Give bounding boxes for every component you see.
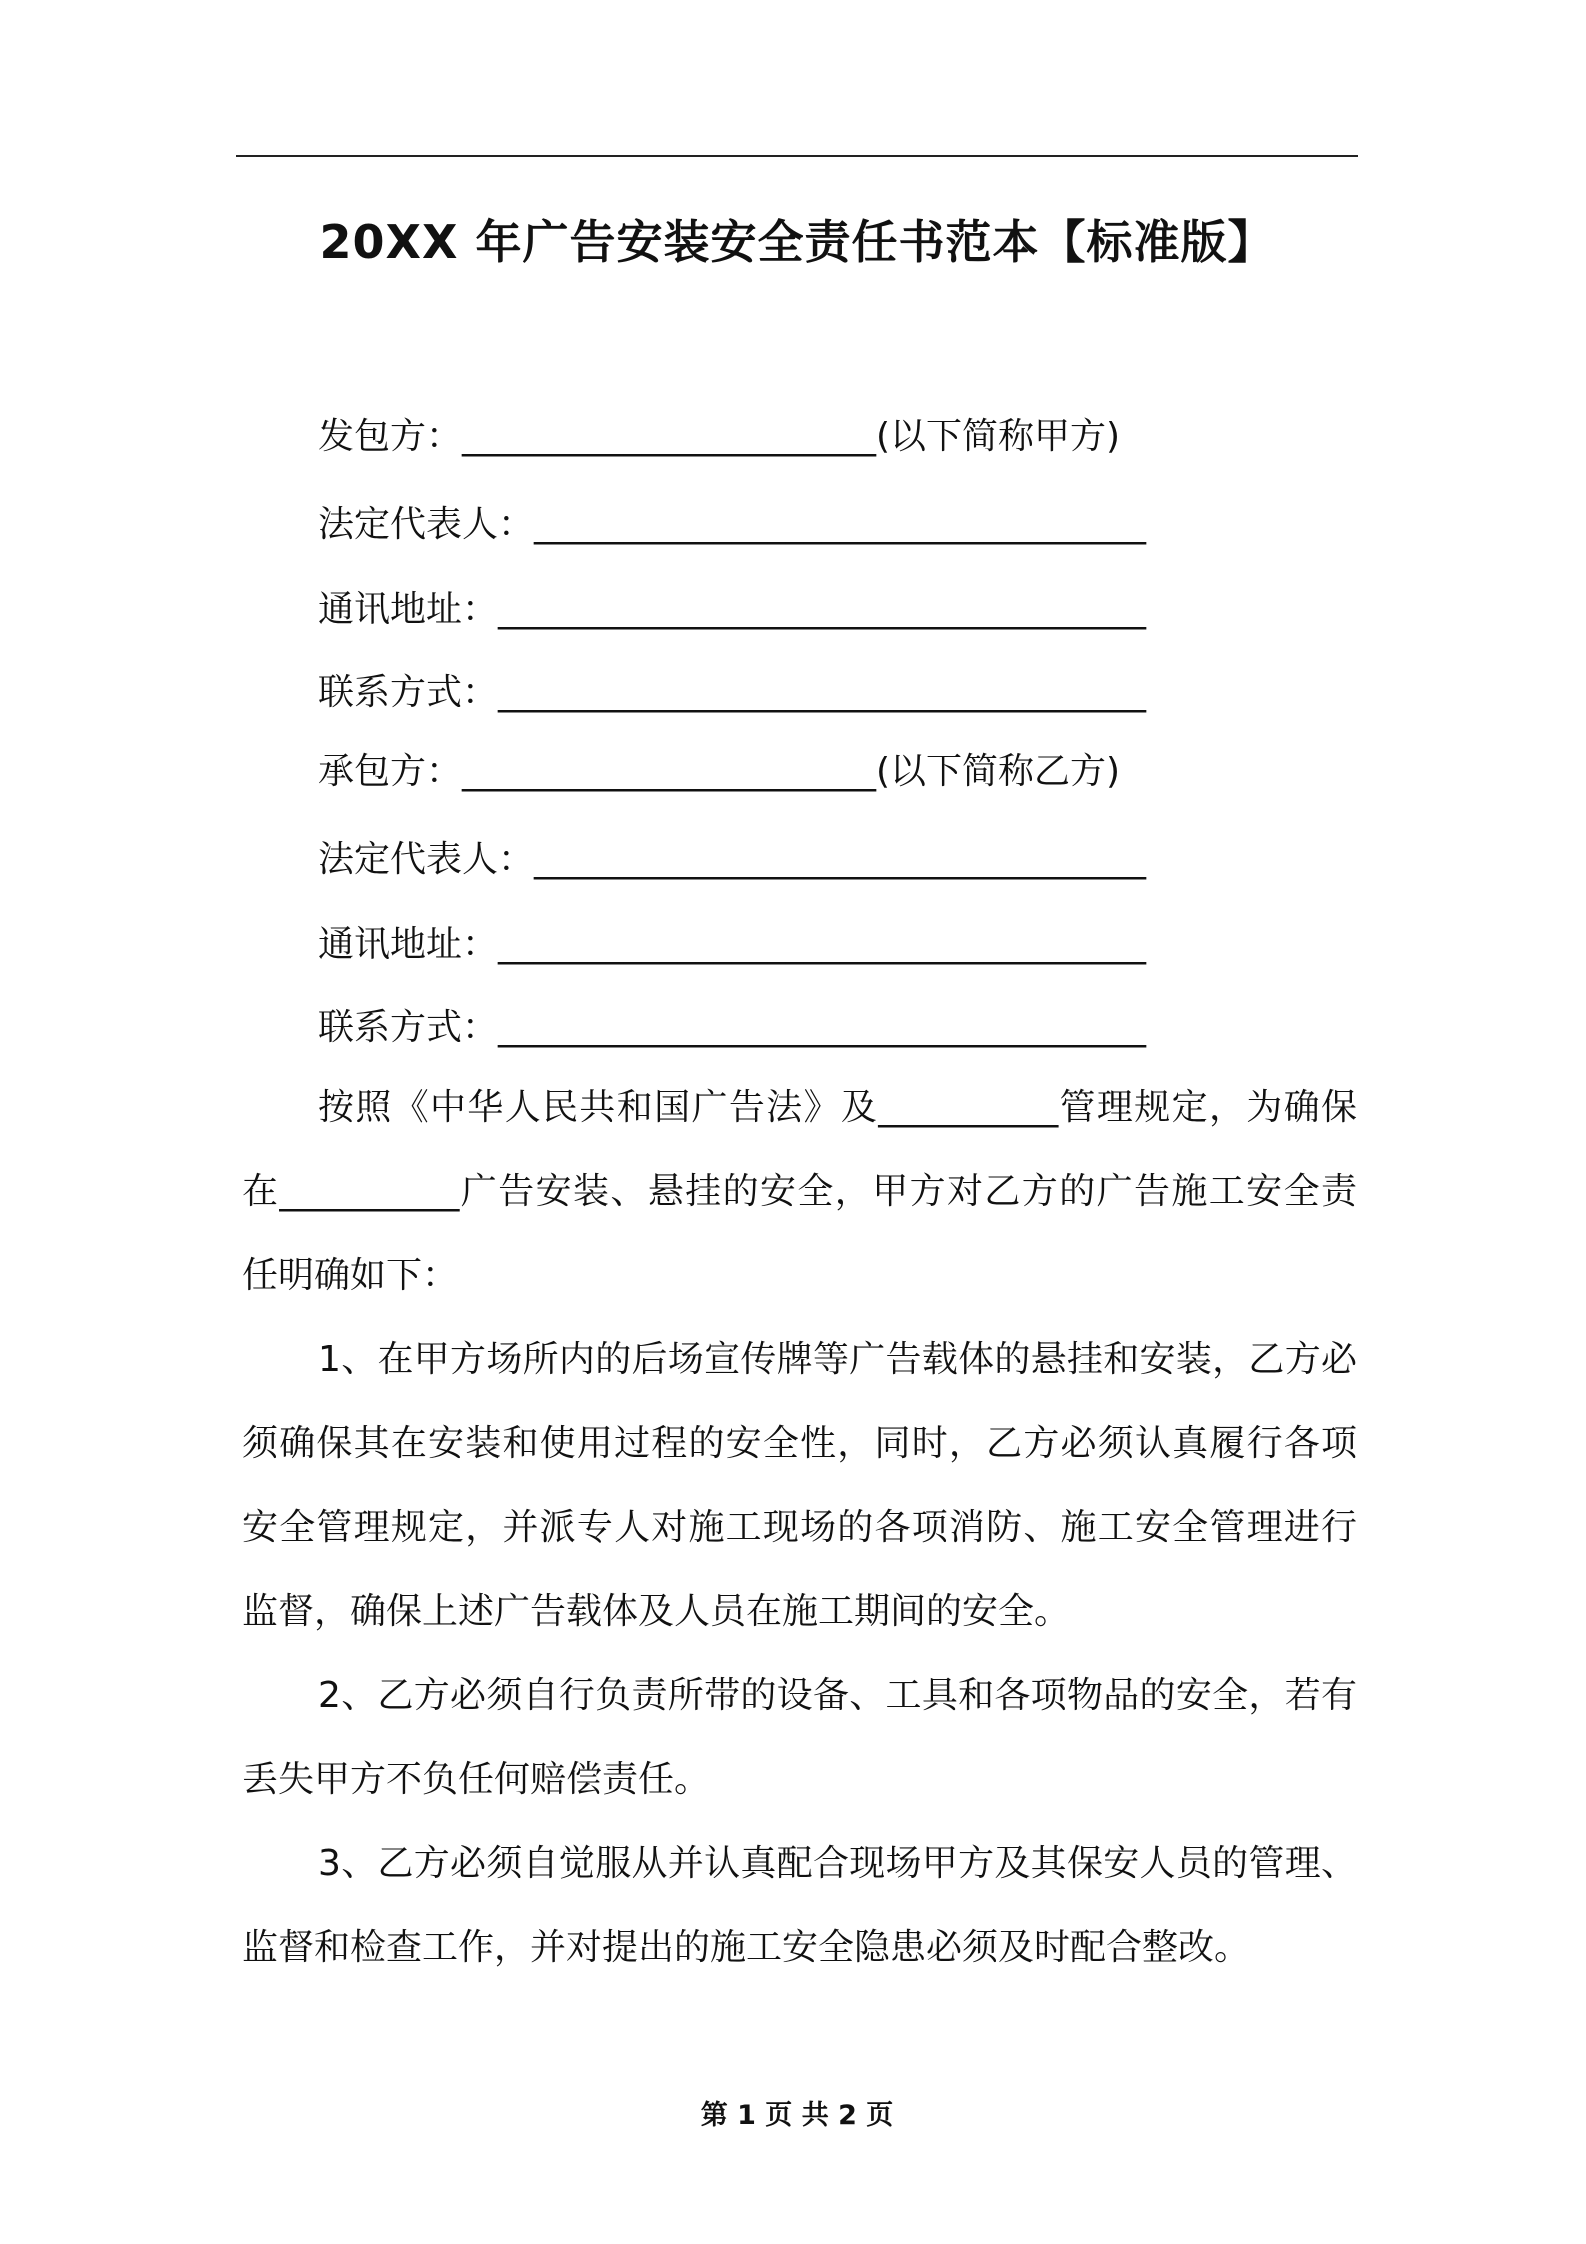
party-b-representative-line: 法定代表人：__________________________________ <box>318 839 1147 880</box>
header-divider <box>236 155 1358 157</box>
party-b-line: 承包方：_______________________(以下简称乙方) <box>318 751 1121 792</box>
document-title: 20XX 年广告安装安全责任书范本【标准版】 <box>319 215 1275 269</box>
party-a-contact-line: 联系方式：____________________________________ <box>318 672 1147 713</box>
party-a-line: 发包方：_______________________(以下简称甲方) <box>318 416 1121 457</box>
page-number: 第 1 页 共 2 页 <box>700 2100 894 2131</box>
party-a-address-line: 通讯地址：____________________________________ <box>318 589 1147 630</box>
intro-paragraph: 按照《中华人民共和国广告法》及__________管理规定，为确保在__________广告安装、悬挂的安全，甲方对乙方的广告施工安全责任明确如下： <box>242 1087 1357 1296</box>
party-b-address-line: 通讯地址：____________________________________ <box>318 924 1147 965</box>
party-a-representative-line: 法定代表人：__________________________________ <box>318 504 1147 545</box>
clause-1: 1、在甲方场所内的后场宣传牌等广告载体的悬挂和安装，乙方必须确保其在安装和使用过程的安全性，同时，乙方必须认真履行各项安全管理规定，并派专人对施工现场的各项消防、施工安全管理进行监督，确保上述广告载体及人员在施工期间的安全。 <box>242 1339 1357 1632</box>
clause-2: 2、乙方必须自行负责所带的设备、工具和各项物品的安全，若有丢失甲方不负任何赔偿责任。 <box>242 1675 1357 1800</box>
party-b-contact-line: 联系方式：____________________________________ <box>318 1007 1147 1048</box>
clause-3: 3、乙方必须自觉服从并认真配合现场甲方及其保安人员的管理、监督和检查工作，并对提出的施工安全隐患必须及时配合整改。 <box>242 1843 1357 1968</box>
